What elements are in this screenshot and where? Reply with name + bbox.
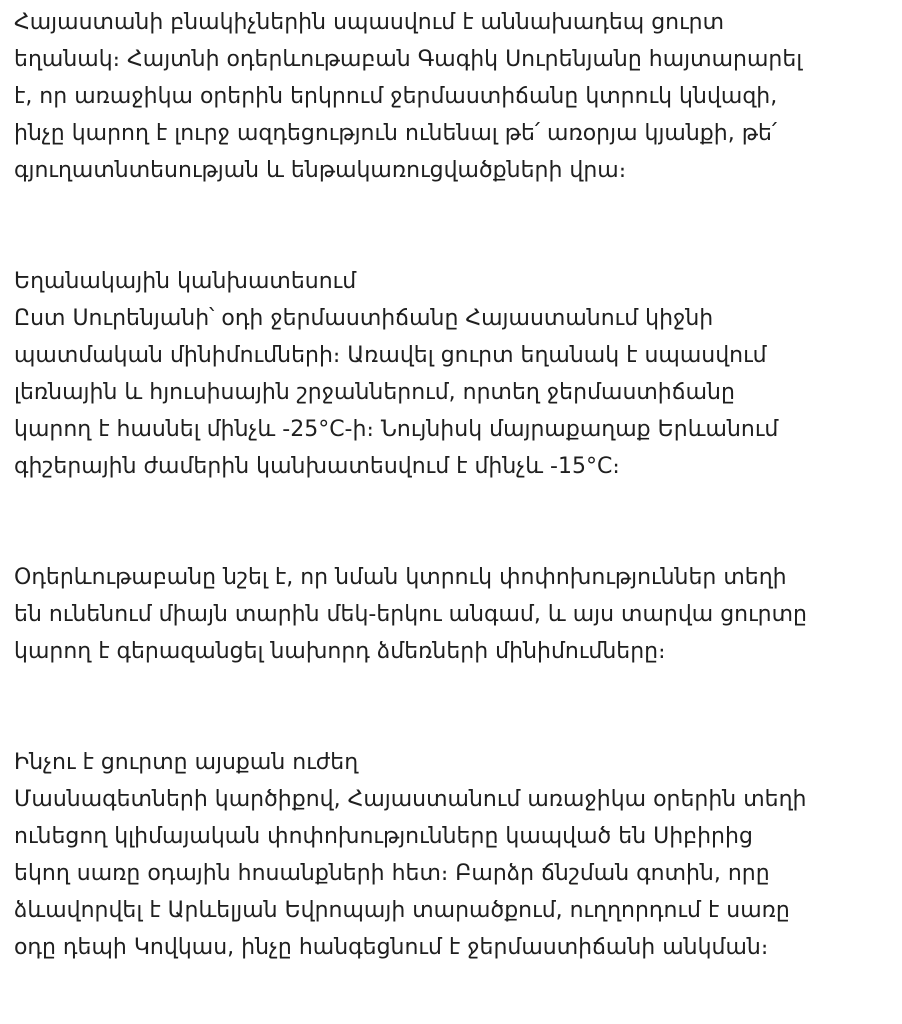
text-line: ինչը կարող է լուրջ ազդեցություն ունենալ թե՛ առօրյա կյանքի, թե՛: [14, 121, 778, 146]
text-line: ձևավորվել է Արևելյան Եվրոպայի տարածքում, ուղղորդում է սառը: [14, 898, 790, 923]
paragraph-spacer: [14, 670, 894, 744]
cause-paragraph: [14, 744, 894, 966]
text-line: գյուղատնտեսության և ենթակառուցվածքների վրա։: [14, 158, 627, 183]
text-line: կարող է գերազանցել նախորդ ձմեռների մինիմումները։: [14, 639, 666, 664]
text-line: ունեցող կլիմայական փոփոխությունները կապված են Սիբիրից: [14, 824, 753, 849]
forecast-paragraph: [14, 263, 894, 485]
forecast-heading: Եղանակային կանխատեսում: [14, 269, 357, 294]
article-body: [14, 4, 894, 966]
text-line: եկող սառը օդային հոսանքների հետ։ Բարձր ճնշման գոտին, որը: [14, 861, 770, 886]
paragraph-spacer: [14, 189, 894, 263]
paragraph-spacer: [14, 485, 894, 559]
text-line: Ըստ Սուրենյանի՝ օդի ջերմաստիճանը Հայաստանում կիջնի: [14, 306, 714, 331]
text-line: կարող է հասնել մինչև -25°C-ի։ Նույնիսկ մայրաքաղաք Երևանում: [14, 417, 779, 442]
text-line: օդը դեպի Կովկաս, ինչը հանգեցնում է ջերմաստիճանի անկման։: [14, 935, 769, 960]
text-line: պատմական մինիմումների։ Առավել ցուրտ եղանակ է սպասվում: [14, 343, 767, 368]
rarity-paragraph: [14, 559, 894, 670]
intro-paragraph: [14, 4, 894, 189]
text-line: գիշերային ժամերին կանխատեսվում է մինչև -15°C։: [14, 454, 620, 479]
text-line: Հայաստանի բնակիչներին սպասվում է աննախադեպ ցուրտ: [14, 10, 725, 35]
text-line: լեռնային և հյուսիսային շրջաններում, որտեղ ջերմաստիճանը: [14, 380, 735, 405]
text-line: են ունենում միայն տարին մեկ-երկու անգամ, և այս տարվա ցուրտը: [14, 602, 807, 627]
cause-heading: Ինչու է ցուրտը այսքան ուժեղ: [14, 750, 359, 775]
text-line: Օդերևութաբանը նշել է, որ նման կտրուկ փոփոխություններ տեղի: [14, 565, 787, 590]
text-line: է, որ առաջիկա օրերին երկրում ջերմաստիճանը կտրուկ կնվազի,: [14, 84, 778, 109]
text-line: Մասնագետների կարծիքով, Հայաստանում առաջիկա օրերին տեղի: [14, 787, 807, 812]
text-line: եղանակ։ Հայտնի օդերևութաբան Գագիկ Սուրենյանը հայտարարել: [14, 47, 803, 72]
